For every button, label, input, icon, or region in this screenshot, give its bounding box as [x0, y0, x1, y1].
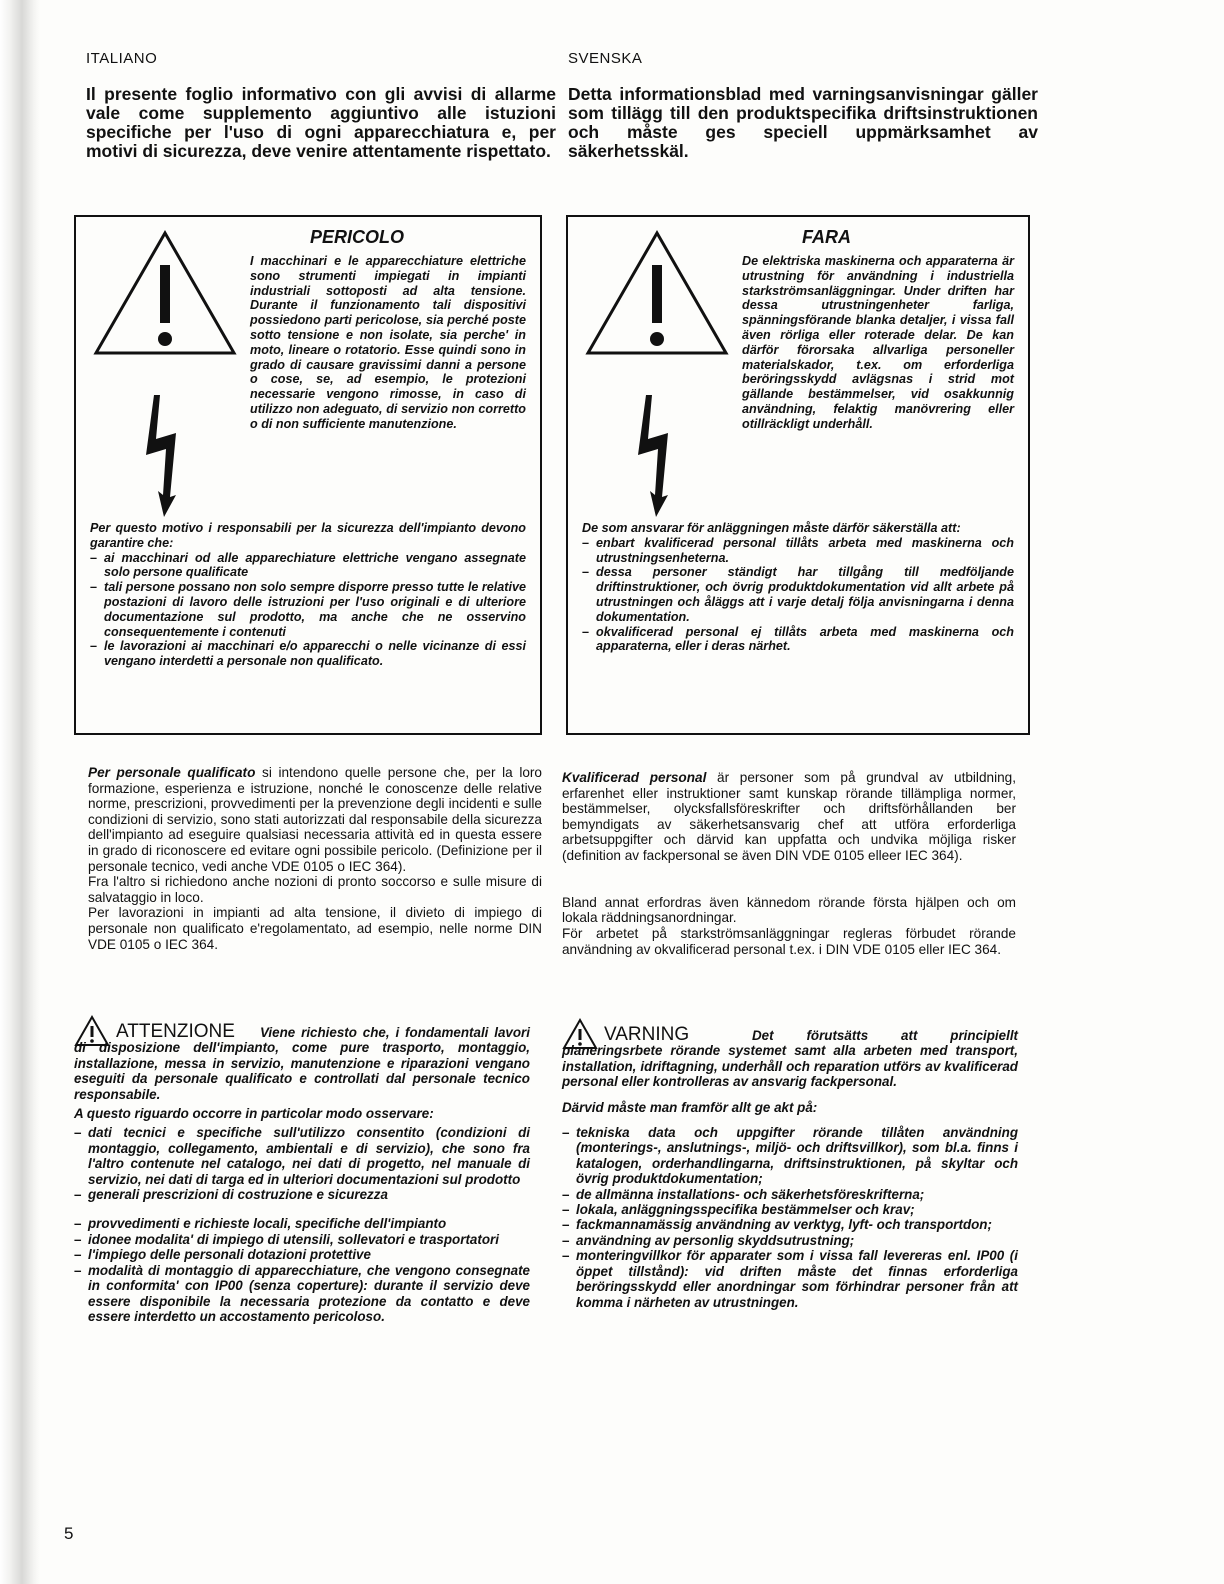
italiano-language-label: ITALIANO: [86, 50, 158, 67]
varning-section: [562, 1018, 1018, 1310]
pericolo-icons: [90, 227, 250, 517]
italiano-high-voltage-note: Per lavorazioni in impianti ad alta tensione, il divieto di impiego di personale non qualificato e'regolamentato, ad esempio, nelle norme DIN VDE 0105 o IEC 364.: [88, 905, 542, 952]
list-item: – dessa personer ständigt har tillgång till medföljande driftinstruktioner, och övrig produktdokumentation vid allt arbete på utrustningen och åläggs att i varje detalj följa anvisningarna i denna dokumentation.: [582, 565, 1014, 624]
warning-triangle-icon: [582, 227, 732, 517]
pericolo-list: [90, 551, 526, 669]
varning-lead: Det förutsätts att principiellt planeringsrbete rörande systemet samt alla arbeten med transport, installation, idriftagning, underhåll och reparation utförs av kvalificerad personal eller kontrolleras av ansvarig fackpersonal.: [562, 1028, 1018, 1090]
list-item: – tekniska data och uppgifter rörande tillåten användning (monterings-, anslutnings-, miljö- och driftsvillkor), som bl.a. finns i katalogen, orderhandlingarna, driftsinstruktionen, på skyltar och övrig produktdokumentation;: [562, 1125, 1018, 1187]
italiano-qualified-paragraph: [88, 765, 542, 952]
list-item: – dati tecnici e specifiche sull'utilizzo consentito (condizioni di montaggio, collegamento, ambientali e di servizio), che sono fra l'altro contenute nel catalogo, nei dati di progetto, nel manuale di servizio, nei dati di targa ed in ulteriori documentazioni sul prodotto: [74, 1125, 530, 1187]
page-number: 5: [64, 1524, 74, 1543]
svenska-first-aid: Bland annat erfordras även kännedom rörande första hjälpen och om lokala räddningsanordningar.: [562, 894, 1016, 926]
italiano-intro: Il presente foglio informativo con gli avvisi di allarme vale come supplemento aggiuntivo alle istuzioni specifiche per l'uso di ogni apparecchiatura e, per motivi di sicurezza, deve venire attentamente rispettato.: [86, 84, 556, 161]
list-item: – idonee modalita' di impiego di utensili, sollevatori e trasportatori: [74, 1232, 530, 1247]
svenska-column: [568, 50, 1038, 161]
attenzione-section: [74, 1015, 530, 1324]
italiano-first-aid: Fra l'altro si richiedono anche nozioni di pronto soccorso e sulle misure di salvataggio in loco.: [88, 874, 542, 905]
fara-lead: De elektriska maskinerna och apparaterna är utrustning för användning i industriella starkströmsanläggningar. Under driften har dessa utrustningenheter farliga, spänningsförande blanka detaljer, i vissa fall även rörliga eller roterade delar. De kan därför förorsaka allvarliga personeller materialskador, t.ex. om erforderliga beröringsskydd avlägsnas i strid mot gällande bestämmelser, vid osakkunnig användning, felaktig manövrering eller otillräckligt underhåll.: [742, 254, 1014, 431]
svenska-qualified-term: Kvalificerad personal: [562, 770, 707, 785]
list-item: – de allmänna installations- och säkerhetsföreskrifterna;: [562, 1187, 1018, 1202]
svenska-high-voltage-note: För arbetet på starkströmsanläggningar regleras förbudet rörande användning av okvalificerad personal t.ex. i DIN VDE 0105 eller IEC 364.: [562, 925, 1016, 957]
fara-icons: [582, 227, 742, 517]
italiano-column: [86, 50, 556, 161]
list-item: – provvedimenti e richieste locali, specifiche dell'impianto: [74, 1216, 530, 1231]
attenzione-body: A questo riguardo occorre in particolar modo osservare:: [74, 1106, 434, 1122]
svenska-qualified-paragraph: [562, 770, 1016, 957]
pericolo-box: [74, 215, 542, 735]
page-binding-edge: [0, 0, 40, 1584]
fara-body: De som ansvarar för anläggningen måste därför säkerställa att:: [582, 521, 961, 535]
list-item: – lokala, anläggningsspecifika bestämmelser och krav;: [562, 1202, 1018, 1217]
pericolo-body: Per questo motivo i responsabili per la sicurezza dell'impianto devono garantire che:: [90, 521, 526, 550]
list-item: – generali prescrizioni di costruzione e sicurezza: [74, 1187, 530, 1202]
list-item: – tali persone possano non solo sempre disporre presso tutte le relative postazioni di lavoro delle istruzioni per l'uso originali e di ulteriore documentazione sul prodotto, ma anche che ne osservino consequentemente i contenuti: [90, 580, 526, 639]
fara-title: FARA: [802, 227, 851, 247]
fara-list: [582, 536, 1014, 654]
list-item: – l'impiego delle personali dotazioni protettive: [74, 1247, 530, 1262]
list-item: – okvalificerad personal ej tillåts arbeta med maskinerna och apparaterna, eller i deras närhet.: [582, 625, 1014, 655]
italiano-qualified-term: Per personale qualificato: [88, 765, 256, 780]
varning-title: VARNING: [604, 1024, 690, 1045]
attenzione-list: [74, 1125, 530, 1324]
attenzione-title: ATTENZIONE: [116, 1021, 235, 1042]
pericolo-lead: I macchinari e le apparecchiature elettriche sono strumenti impiegati in impianti industriali sottoposti ad alta tensione. Durante il funzionamento tali dispositivi possiedono parti pericolose, sia perché poste sotto tensione e non isolate, sia perche' in moto, lineare o rotatorio. Esse quindi sono in grado di causare gravissimi danni a persone o cose, se, ad esempio, le protezioni necessarie vengono rimosse, in caso di utilizzo non adeguato, di servizio non corretto o di non sufficiente manutenzione.: [250, 254, 526, 431]
svenska-intro: Detta informationsblad med varningsanvisningar gäller som tillägg till den produktspecifika driftsinstruktionen och måste ges speciell uppmärksamhet av säkerhetsskäl.: [568, 84, 1038, 161]
list-item: – ai macchinari od alle apparechiature elettriche vengano assegnate solo persone qualificate: [90, 551, 526, 581]
varning-list: [562, 1125, 1018, 1310]
pericolo-title: PERICOLO: [310, 227, 405, 247]
list-item: – användning av personlig skyddsutrustning;: [562, 1233, 1018, 1248]
fara-box: [566, 215, 1030, 735]
list-item: – modalità di montaggio di apparecchiature, che vengono consegnate in conformita' con IP00 (senza coperture): durante il servizio deve essere disponibile la necessaria protezione da contatto e deve essere interdetto un accostamento pericoloso.: [74, 1263, 530, 1325]
attenzione-lead: Viene richiesto che, i fondamentali lavori di disposizione dell'impianto, come pure trasporto, montaggio, installazione, messa in servizio, manutenzione e riparazioni vengano eseguiti da personale qualificato e controllati dal personale tecnico responsabile.: [74, 1025, 530, 1102]
high-voltage-icon: [638, 395, 668, 517]
list-item: – le lavorazioni ai macchinari e/o apparecchi o nelle vicinanze di essi vengano interdetti a personale non qualificato.: [90, 639, 526, 669]
warning-triangle-icon: [90, 227, 240, 517]
svenska-qualified-text: är personer som på grundval av utbildning, erfarenhet eller instruktioner samt kunskap rörande tillämpliga normer, bestämmelser, olycksfallsföreskrifter och driftsförhållanden ber bemyndigats av säkerhetsansvarig chef att utföra erforderliga arbetsuppgifter och därvid kan uppfatta och undvika möjliga risker (definition av fackpersonal se även DIN VDE 0105 elleer IEC 364).: [562, 770, 1016, 863]
list-item: – enbart kvalificerad personal tillåts arbeta med maskinerna och utrustningsenheterna.: [582, 536, 1014, 566]
high-voltage-icon: [146, 395, 176, 517]
list-item: – fackmannamässig användning av verktyg, lyft- och transportdon;: [562, 1217, 1018, 1232]
svenska-language-label: SVENSKA: [568, 50, 643, 67]
varning-body: Därvid måste man framför allt ge akt på:: [562, 1099, 818, 1115]
list-item: – monteringvillkor för apparater som i vissa fall levereras enl. IP00 (i öppet tillstånd): vid driften måste det finnas erforderliga beröringsskydd eller anordningar som förhindrar personer från att komma i närheten av utrustningen.: [562, 1248, 1018, 1310]
italiano-qualified-text: si intendono quelle persone che, per la loro formazione, esperienza e istruzione, nonché le conoscenze delle relative norme, prescrizioni, provvedimenti per la prevenzione degli incidenti e sulle condizioni di servizio, sono stati autorizzati dal responsabile della sicurezza dell'impianto ad eseguire qualsiasi necessaria attività ed in questa essere in grado di riconoscere ed evitare ogni possibile pericolo. (Definizione per il personale tecnico, vedi anche VDE 0105 o IEC 364).: [88, 765, 542, 874]
